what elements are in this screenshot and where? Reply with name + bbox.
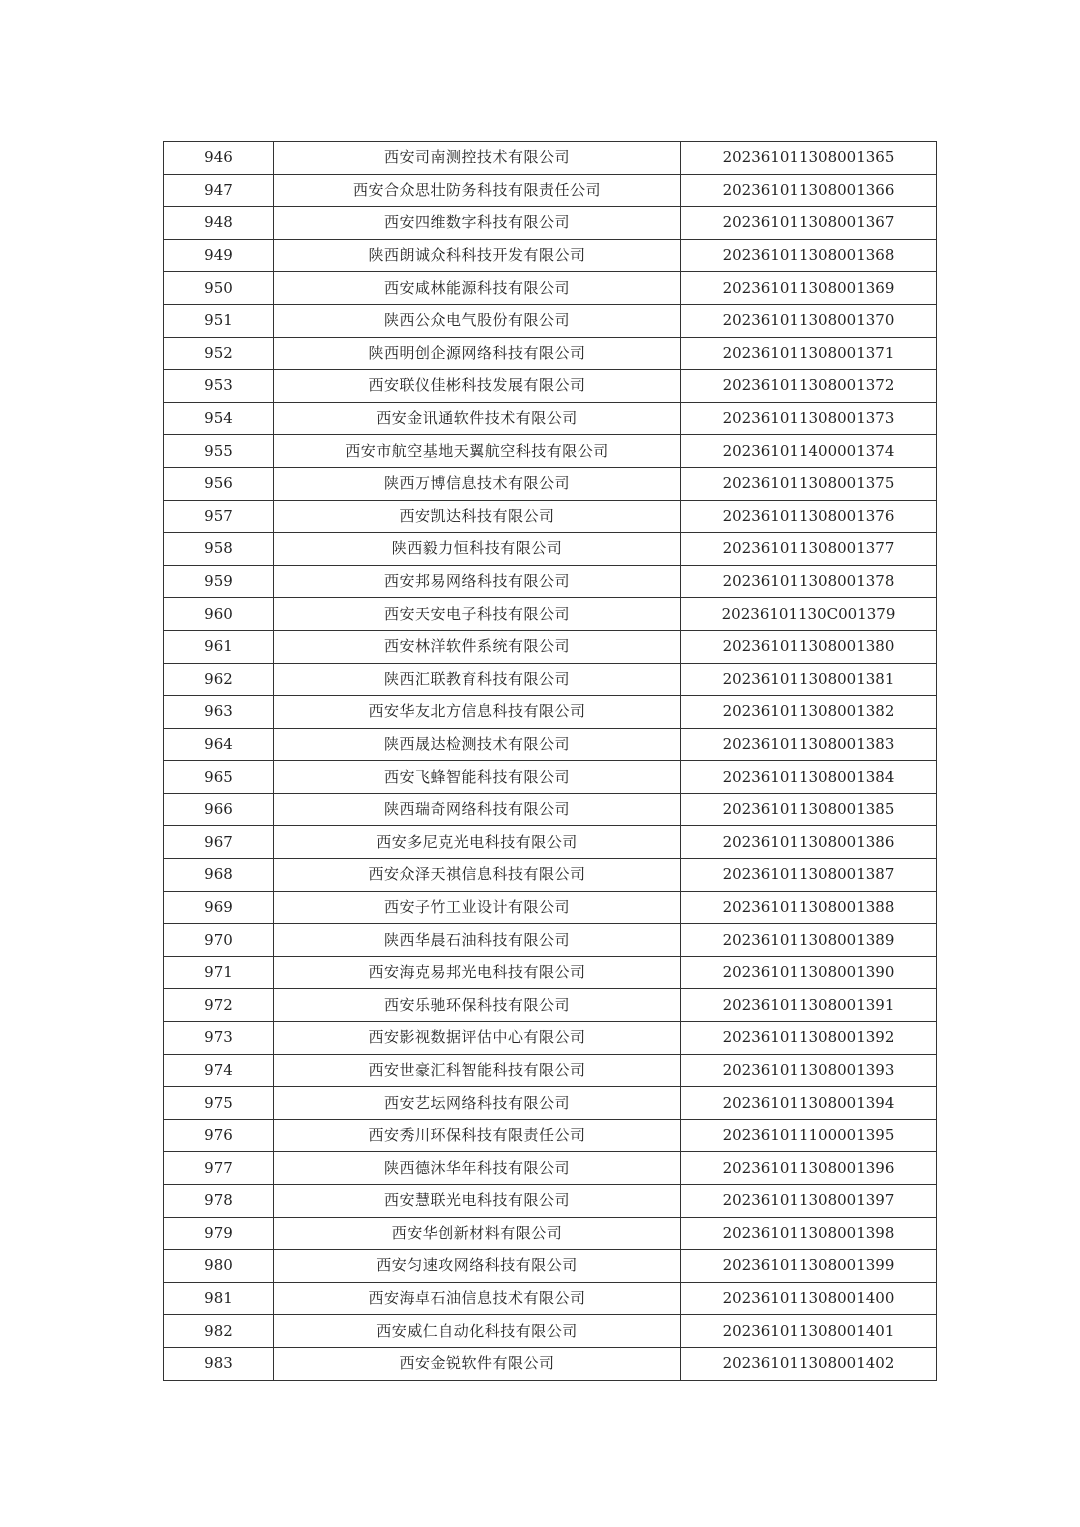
row-number-cell: 965	[164, 761, 274, 794]
registration-code-cell: 202361011308001369	[681, 272, 937, 305]
company-name-cell: 陕西晟达检测技术有限公司	[274, 728, 681, 761]
row-number-cell: 982	[164, 1315, 274, 1348]
table-row	[164, 1119, 937, 1152]
row-number-cell: 947	[164, 174, 274, 207]
company-name-cell: 西安多尼克光电科技有限公司	[274, 826, 681, 859]
company-name-cell: 西安司南测控技术有限公司	[274, 142, 681, 175]
registration-code-cell: 202361011308001388	[681, 891, 937, 924]
company-name-cell: 陕西公众电气股份有限公司	[274, 304, 681, 337]
table-row	[164, 728, 937, 761]
table-row	[164, 467, 937, 500]
row-number-cell: 973	[164, 1022, 274, 1055]
registration-code-cell: 202361011308001380	[681, 630, 937, 663]
company-name-cell: 西安匀速攻网络科技有限公司	[274, 1250, 681, 1283]
table-row	[164, 1087, 937, 1120]
row-number-cell: 970	[164, 924, 274, 957]
table-row	[164, 500, 937, 533]
row-number-cell: 969	[164, 891, 274, 924]
company-name-cell: 西安众泽天祺信息科技有限公司	[274, 859, 681, 892]
table-row	[164, 826, 937, 859]
row-number-cell: 972	[164, 989, 274, 1022]
table-row	[164, 989, 937, 1022]
registration-code-cell: 202361011308001385	[681, 793, 937, 826]
registration-code-cell: 202361011308001366	[681, 174, 937, 207]
table-row	[164, 370, 937, 403]
enterprise-registry-table	[163, 141, 937, 1381]
table-row	[164, 761, 937, 794]
table-row	[164, 239, 937, 272]
company-name-cell: 西安林洋软件系统有限公司	[274, 630, 681, 663]
row-number-cell: 964	[164, 728, 274, 761]
registration-code-cell: 202361011308001365	[681, 142, 937, 175]
table-row	[164, 207, 937, 240]
company-name-cell: 西安凯达科技有限公司	[274, 500, 681, 533]
row-number-cell: 980	[164, 1250, 274, 1283]
registration-code-cell: 202361011308001401	[681, 1315, 937, 1348]
row-number-cell: 954	[164, 402, 274, 435]
company-name-cell: 西安金讯通软件技术有限公司	[274, 402, 681, 435]
company-name-cell: 西安威仁自动化科技有限公司	[274, 1315, 681, 1348]
registration-code-cell: 202361011308001373	[681, 402, 937, 435]
company-name-cell: 西安华友北方信息科技有限公司	[274, 696, 681, 729]
registration-code-cell: 202361011308001383	[681, 728, 937, 761]
company-name-cell: 陕西毅力恒科技有限公司	[274, 533, 681, 566]
row-number-cell: 959	[164, 565, 274, 598]
row-number-cell: 948	[164, 207, 274, 240]
table-row	[164, 142, 937, 175]
registration-code-cell: 202361011308001381	[681, 663, 937, 696]
company-name-cell: 西安邦易网络科技有限公司	[274, 565, 681, 598]
company-name-cell: 西安市航空基地天翼航空科技有限公司	[274, 435, 681, 468]
row-number-cell: 952	[164, 337, 274, 370]
row-number-cell: 976	[164, 1119, 274, 1152]
registration-code-cell: 202361011308001371	[681, 337, 937, 370]
table-row	[164, 924, 937, 957]
row-number-cell: 983	[164, 1347, 274, 1380]
registration-code-cell: 202361011400001374	[681, 435, 937, 468]
registry-table-body	[164, 142, 937, 1381]
row-number-cell: 951	[164, 304, 274, 337]
registration-code-cell: 202361011308001367	[681, 207, 937, 240]
company-name-cell: 西安艺坛网络科技有限公司	[274, 1087, 681, 1120]
table-row	[164, 793, 937, 826]
table-row	[164, 1282, 937, 1315]
registration-code-cell: 202361011308001393	[681, 1054, 937, 1087]
registration-code-cell: 202361011308001392	[681, 1022, 937, 1055]
row-number-cell: 975	[164, 1087, 274, 1120]
registration-code-cell: 202361011308001375	[681, 467, 937, 500]
table-row	[164, 402, 937, 435]
registration-code-cell: 202361011308001397	[681, 1185, 937, 1218]
registration-code-cell: 202361011308001402	[681, 1347, 937, 1380]
registration-code-cell: 202361011308001387	[681, 859, 937, 892]
company-name-cell: 西安飞蜂智能科技有限公司	[274, 761, 681, 794]
row-number-cell: 956	[164, 467, 274, 500]
registration-code-cell: 202361011308001372	[681, 370, 937, 403]
table-row	[164, 174, 937, 207]
row-number-cell: 979	[164, 1217, 274, 1250]
company-name-cell: 西安金锐软件有限公司	[274, 1347, 681, 1380]
company-name-cell: 西安海卓石油信息技术有限公司	[274, 1282, 681, 1315]
table-row	[164, 663, 937, 696]
company-name-cell: 西安乐驰环保科技有限公司	[274, 989, 681, 1022]
company-name-cell: 陕西德沐华年科技有限公司	[274, 1152, 681, 1185]
registration-code-cell: 202361011308001382	[681, 696, 937, 729]
table-row	[164, 1315, 937, 1348]
company-name-cell: 西安联仪佳彬科技发展有限公司	[274, 370, 681, 403]
row-number-cell: 946	[164, 142, 274, 175]
company-name-cell: 西安咸林能源科技有限公司	[274, 272, 681, 305]
registration-code-cell: 202361011308001394	[681, 1087, 937, 1120]
table-row	[164, 1054, 937, 1087]
table-row	[164, 1185, 937, 1218]
row-number-cell: 974	[164, 1054, 274, 1087]
company-name-cell: 西安子竹工业设计有限公司	[274, 891, 681, 924]
company-name-cell: 陕西朗诚众科科技开发有限公司	[274, 239, 681, 272]
table-row	[164, 435, 937, 468]
company-name-cell: 西安天安电子科技有限公司	[274, 598, 681, 631]
registration-code-cell: 202361011100001395	[681, 1119, 937, 1152]
registration-code-cell: 202361011308001389	[681, 924, 937, 957]
registration-code-cell: 202361011308001400	[681, 1282, 937, 1315]
registration-code-cell: 202361011308001398	[681, 1217, 937, 1250]
table-row	[164, 891, 937, 924]
row-number-cell: 962	[164, 663, 274, 696]
table-row	[164, 1347, 937, 1380]
table-row	[164, 1022, 937, 1055]
company-name-cell: 西安慧联光电科技有限公司	[274, 1185, 681, 1218]
company-name-cell: 陕西华晨石油科技有限公司	[274, 924, 681, 957]
row-number-cell: 958	[164, 533, 274, 566]
company-name-cell: 西安影视数据评估中心有限公司	[274, 1022, 681, 1055]
company-name-cell: 西安海克易邦光电科技有限公司	[274, 956, 681, 989]
row-number-cell: 960	[164, 598, 274, 631]
registration-code-cell: 202361011308001391	[681, 989, 937, 1022]
row-number-cell: 955	[164, 435, 274, 468]
table-row	[164, 859, 937, 892]
table-row	[164, 1217, 937, 1250]
row-number-cell: 963	[164, 696, 274, 729]
company-name-cell: 西安合众思壮防务科技有限责任公司	[274, 174, 681, 207]
company-name-cell: 陕西瑞奇网络科技有限公司	[274, 793, 681, 826]
company-name-cell: 西安华创新材料有限公司	[274, 1217, 681, 1250]
company-name-cell: 陕西明创企源网络科技有限公司	[274, 337, 681, 370]
registration-code-cell: 202361011308001390	[681, 956, 937, 989]
row-number-cell: 977	[164, 1152, 274, 1185]
row-number-cell: 950	[164, 272, 274, 305]
row-number-cell: 968	[164, 859, 274, 892]
registration-code-cell: 202361011308001396	[681, 1152, 937, 1185]
table-row	[164, 630, 937, 663]
registration-code-cell: 202361011308001378	[681, 565, 937, 598]
row-number-cell: 971	[164, 956, 274, 989]
company-name-cell: 陕西万博信息技术有限公司	[274, 467, 681, 500]
table-row	[164, 304, 937, 337]
company-name-cell: 陕西汇联教育科技有限公司	[274, 663, 681, 696]
table-row	[164, 696, 937, 729]
row-number-cell: 957	[164, 500, 274, 533]
table-row	[164, 956, 937, 989]
registration-code-cell: 202361011308001370	[681, 304, 937, 337]
registration-code-cell: 202361011308001376	[681, 500, 937, 533]
table-row	[164, 1250, 937, 1283]
registration-code-cell: 202361011308001384	[681, 761, 937, 794]
row-number-cell: 966	[164, 793, 274, 826]
table-row	[164, 272, 937, 305]
company-name-cell: 西安秀川环保科技有限责任公司	[274, 1119, 681, 1152]
table-row	[164, 337, 937, 370]
row-number-cell: 961	[164, 630, 274, 663]
row-number-cell: 949	[164, 239, 274, 272]
registration-code-cell: 20236101130C001379	[681, 598, 937, 631]
table-row	[164, 598, 937, 631]
table-row	[164, 533, 937, 566]
row-number-cell: 967	[164, 826, 274, 859]
registration-code-cell: 202361011308001386	[681, 826, 937, 859]
company-name-cell: 西安四维数字科技有限公司	[274, 207, 681, 240]
table-row	[164, 1152, 937, 1185]
registration-code-cell: 202361011308001399	[681, 1250, 937, 1283]
registration-code-cell: 202361011308001377	[681, 533, 937, 566]
row-number-cell: 953	[164, 370, 274, 403]
table-row	[164, 565, 937, 598]
row-number-cell: 978	[164, 1185, 274, 1218]
registration-code-cell: 202361011308001368	[681, 239, 937, 272]
company-name-cell: 西安世豪汇科智能科技有限公司	[274, 1054, 681, 1087]
row-number-cell: 981	[164, 1282, 274, 1315]
